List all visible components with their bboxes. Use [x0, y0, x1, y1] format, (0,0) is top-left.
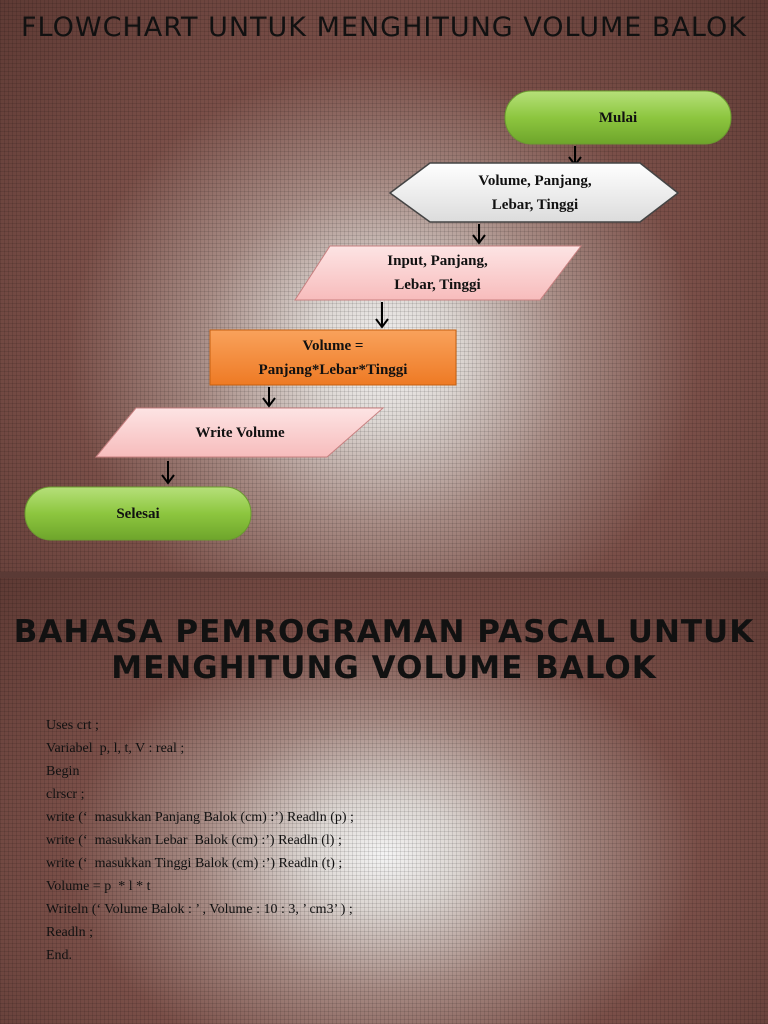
- input-node-label: Input, Panjang, Lebar, Tinggi: [387, 253, 488, 293]
- code-line: Begin: [46, 764, 80, 779]
- flowchart-title: FLOWCHART UNTUK MENGHITUNG VOLUME BALOK: [21, 12, 747, 43]
- code-line: write (‘ masukkan Panjang Balok (cm) :’) Readln (p) ;: [46, 810, 354, 825]
- pascal-slide-title: BAHASA PEMROGRAMAN PASCAL UNTUK MENGHITUNG VOLUME BALOK: [13, 614, 755, 686]
- arrow-process-to-output: [263, 387, 275, 406]
- code-line: Variabel p, l, t, V : real ;: [46, 741, 185, 756]
- pascal-code-slide: [0, 578, 768, 1024]
- end-node-label: Selesai: [116, 505, 160, 522]
- code-line: write (‘ masukkan Lebar Balok (cm) :’) Readln (l) ;: [46, 833, 342, 848]
- declaration-node-label: Volume, Panjang, Lebar, Tinggi: [478, 172, 592, 213]
- code-line: End.: [46, 948, 73, 963]
- code-line: Uses crt ;: [46, 718, 99, 733]
- code-line: Readln ;: [46, 925, 94, 940]
- code-line: clrscr ;: [46, 787, 85, 802]
- code-line: Volume = p * l * t: [46, 879, 151, 894]
- arrow-output-to-end: [162, 461, 174, 483]
- arrow-declare-to-input: [473, 224, 485, 243]
- arrow-input-to-process: [376, 302, 388, 327]
- code-line: write (‘ masukkan Tinggi Balok (cm) :’) Readln (t) ;: [46, 856, 343, 871]
- output-node-label: Write Volume: [195, 424, 285, 441]
- pascal-code-block: [46, 714, 354, 967]
- process-node-label: Volume = Panjang*Lebar*Tinggi: [258, 337, 408, 378]
- start-node-label: Mulai: [598, 109, 638, 126]
- code-line: Writeln (‘ Volume Balok : ’ , Volume : 10 : 3, ’ cm3’ ) ;: [46, 902, 353, 917]
